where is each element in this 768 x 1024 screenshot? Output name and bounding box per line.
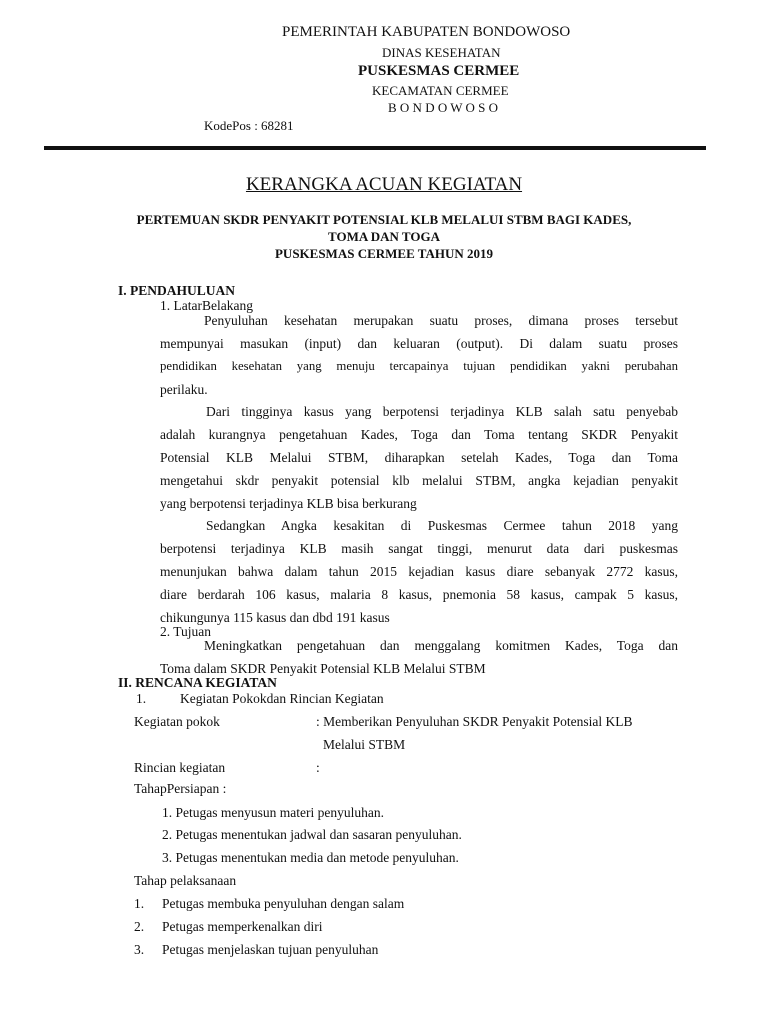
letterhead-puskesmas: PUSKESMAS CERMEE	[358, 63, 520, 79]
section-heading-rencana: II. RENCANA KEGIATAN	[118, 675, 277, 690]
kegiatan-pokok-value: : Memberikan Penyuluhan SKDR Penyakit Potensial KLB	[316, 714, 633, 729]
list-item: Petugas memperkenalkan diri	[162, 919, 323, 934]
paragraph-line: berpotensi terjadinya KLB masih sangat tinggi, menurut data dari puskesmas	[160, 541, 678, 556]
letterhead-city: B O N D O W O S O	[388, 100, 499, 115]
list-item: 2. Petugas menentukan jadwal dan sasaran penyuluhan.	[162, 827, 462, 842]
paragraph-line: Meningkatkan pengetahuan dan menggalang komitmen Kades, Toga dan	[204, 638, 678, 653]
kegiatan-pokok-label: Kegiatan pokok	[134, 714, 220, 729]
paragraph-line: mengetahui skdr penyakit potensial klb melalui STBM, angka kejadian penyakit	[160, 473, 678, 488]
paragraph-line: adalah kurangnya pengetahuan Kades, Toga dan Toma tentang SKDR Penyakit	[160, 427, 678, 442]
rincian-kegiatan-label: Rincian kegiatan	[134, 760, 226, 775]
list-number: 1.	[134, 896, 145, 911]
postal-code: KodePos : 68281	[204, 118, 294, 133]
document-subtitle-2: TOMA DAN TOGA	[328, 229, 440, 244]
rincian-kegiatan-value: :	[316, 760, 320, 775]
paragraph-line: Toma dalam SKDR Penyakit Potensial KLB Melalui STBM	[160, 661, 486, 676]
paragraph-line: Potensial KLB Melalui STBM, diharapkan setelah Kades, Toga dan Toma	[160, 450, 678, 465]
paragraph-line: Penyuluhan kesehatan merupakan suatu proses, dimana proses tersebut	[204, 313, 678, 328]
list-item: Petugas menjelaskan tujuan penyuluhan	[162, 942, 379, 957]
letterhead-divider	[44, 146, 706, 150]
document-subtitle-3: PUSKESMAS CERMEE TAHUN 2019	[274, 246, 494, 261]
letterhead-dept: DINAS KESEHATAN	[382, 45, 501, 60]
list-number: 2.	[134, 919, 145, 934]
paragraph-line: chikungunya 115 kasus dan dbd 191 kasus	[160, 610, 390, 625]
paragraph-line: pendidikan kesehatan yang menuju tercapainya tujuan pendidikan yakni perubahan	[160, 359, 678, 373]
subheading-tujuan: 2. Tujuan	[160, 624, 212, 639]
kegiatan-pokok-value-cont: Melalui STBM	[323, 737, 406, 752]
document-subtitle-1: PERTEMUAN SKDR PENYAKIT POTENSIAL KLB MELALUI STBM BAGI KADES,	[136, 212, 632, 227]
item-text: Kegiatan Pokokdan Rincian Kegiatan	[180, 691, 384, 706]
letterhead-gov: PEMERINTAH KABUPATEN BONDOWOSO	[282, 24, 571, 40]
tahap-pelaksanaan-label: Tahap pelaksanaan	[134, 873, 237, 888]
list-item: 1. Petugas menyusun materi penyuluhan.	[162, 805, 384, 820]
paragraph-line: diare berdarah 106 kasus, malaria 8 kasus, pnemonia 58 kasus, campak 5 kasus,	[160, 587, 678, 602]
item-number: 1.	[136, 691, 147, 706]
paragraph-line: mempunyai masukan (input) dan keluaran (output). Di dalam suatu proses	[160, 336, 678, 351]
paragraph-line: perilaku.	[160, 382, 208, 397]
list-item: Petugas membuka penyuluhan dengan salam	[162, 896, 405, 911]
paragraph-line: menunjukan bahwa dalam tahun 2015 kejadian kasus diare sebanyak 2772 kasus,	[160, 564, 678, 579]
tahap-persiapan-label: TahapPersiapan :	[134, 781, 227, 796]
document-title: KERANGKA ACUAN KEGIATAN	[245, 174, 523, 195]
paragraph-line: Dari tingginya kasus yang berpotensi terjadinya KLB salah satu penyebab	[206, 404, 678, 419]
paragraph-line: yang berpotensi terjadinya KLB bisa berkurang	[160, 496, 417, 511]
list-number: 3.	[134, 942, 145, 957]
letterhead-district: KECAMATAN CERMEE	[372, 83, 509, 98]
subheading-latar-belakang: 1. LatarBelakang	[160, 298, 253, 313]
section-heading-pendahuluan: I. PENDAHULUAN	[118, 283, 236, 298]
list-item: 3. Petugas menentukan media dan metode penyuluhan.	[162, 850, 459, 865]
paragraph-line: Sedangkan Angka kesakitan di Puskesmas Cermee tahun 2018 yang	[206, 518, 678, 533]
